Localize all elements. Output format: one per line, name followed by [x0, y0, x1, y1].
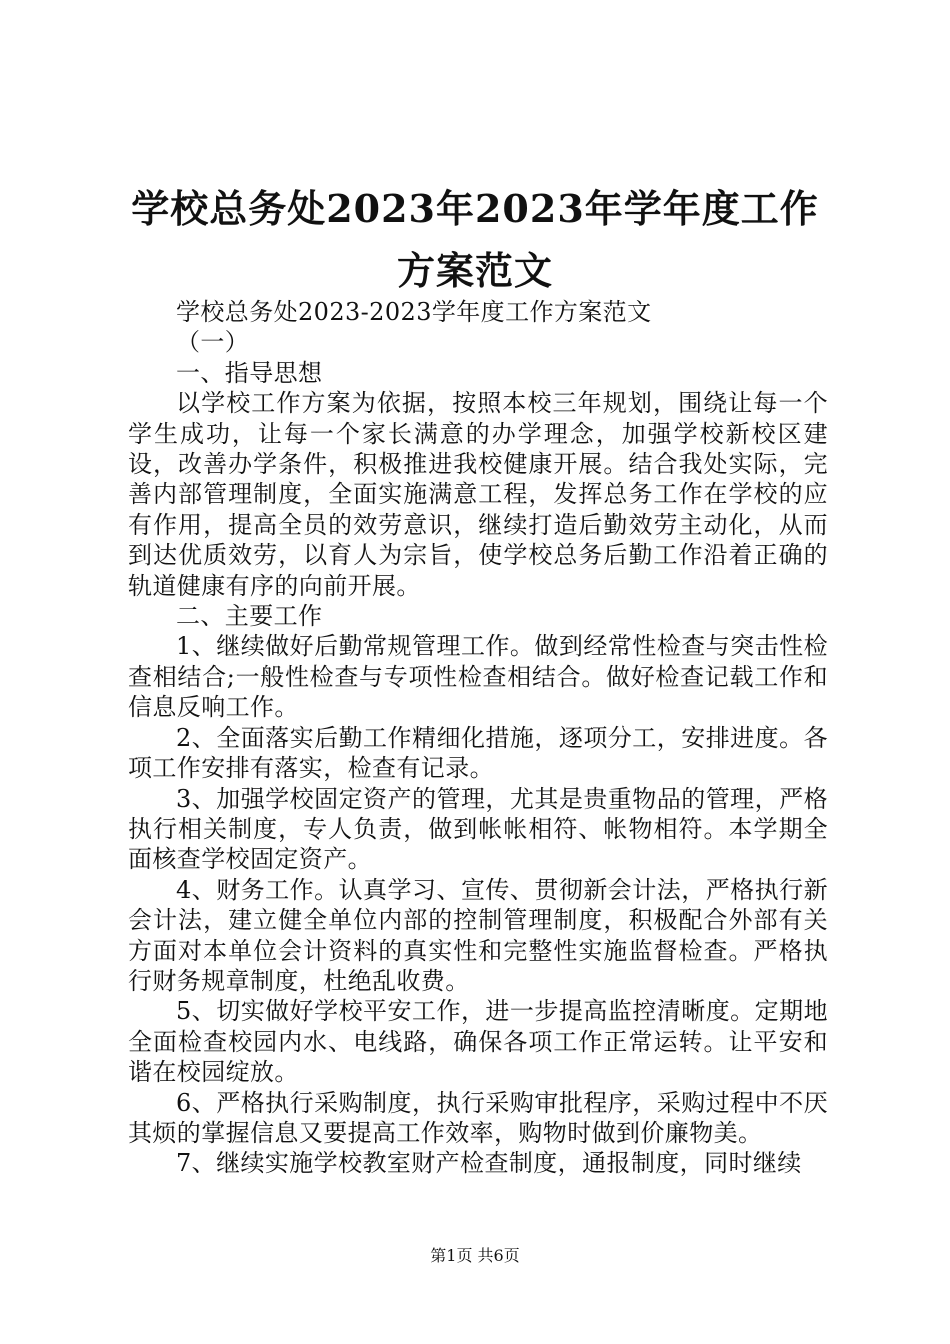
paragraph-subtitle: 学校总务处2023-2023学年度工作方案范文 [176, 298, 652, 326]
heading-guiding-ideology: 一、指导思想 [176, 358, 323, 387]
document-body [128, 297, 828, 1179]
paragraph-guiding-ideology: 以学校工作方案为依据，按照本校三年规划，围绕让每一个学生成功，让每一个家长满意的办学理念，加强学校新校区建设，改善办学条件，积极推进我校健康开展。结合我处实际，完善内部管理制度，全面实施满意工程，发挥总务工作在学校的应有作用，提高全员的效劳意识，继续打造后勤效劳主动化，从而到达优质效劳，以育人为宗旨，使学校总务后勤工作沿着正确的轨道健康有序的向前开展。 [128, 389, 828, 600]
page-footer: 第1页 共6页 [430, 1246, 520, 1265]
document-title: 学校总务处2023年2023年学年度工作方案范文 [131, 186, 819, 293]
paragraph-item-5: 5、切实做好学校平安工作，进一步提高监控清晰度。定期地全面检查校园内水、电线路，确保各项工作正常运转。让平安和谐在校园绽放。 [128, 997, 828, 1087]
heading-main-work: 二、主要工作 [176, 602, 323, 631]
paragraph-item-7: 7、继续实施学校教室财产检查制度，通报制度，同时继续 [176, 1149, 802, 1178]
paragraph-item-4: 4、财务工作。认真学习、宣传、贯彻新会计法，严格执行新会计法，建立健全单位内部的控制管理制度，积极配合外部有关方面对本单位会计资料的真实性和完整性实施监督检查。严格执行财务规章制度，杜绝乱收费。 [128, 875, 828, 995]
paragraph-section-number: （一） [176, 328, 250, 357]
paragraph-item-1: 1、继续做好后勤常规管理工作。做到经常性检查与突击性检查相结合;一般性检查与专项性检查相结合。做好检查记载工作和信息反响工作。 [128, 632, 828, 722]
paragraph-item-3: 3、加强学校固定资产的管理，尤其是贵重物品的管理，严格执行相关制度，专人负责，做到帐帐相符、帐物相符。本学期全面核查学校固定资产。 [128, 784, 828, 874]
paragraph-item-6: 6、严格执行采购制度，执行采购审批程序，采购过程中不厌其烦的掌握信息又要提高工作效率，购物时做到价廉物美。 [128, 1088, 828, 1147]
paragraph-item-2: 2、全面落实后勤工作精细化措施，逐项分工，安排进度。各项工作安排有落实，检查有记录。 [128, 723, 828, 783]
